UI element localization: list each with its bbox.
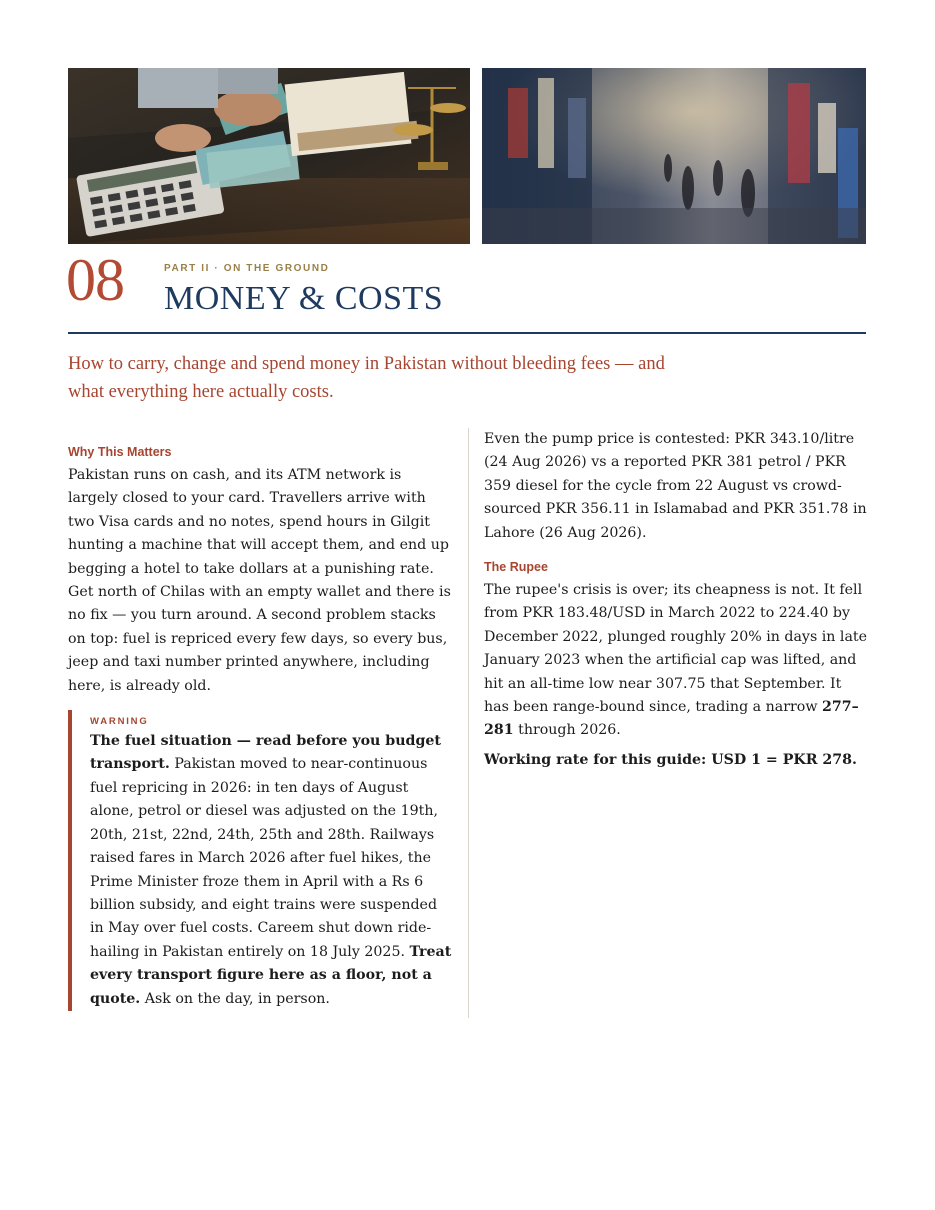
hero-image-strip: [68, 68, 866, 244]
warning-text: [90, 730, 452, 1011]
chapter-number: 08: [66, 247, 124, 313]
rupee-body-end: through 2026.: [513, 722, 621, 739]
warning-tail: Ask on the day, in person.: [140, 990, 330, 1007]
warning-label: WARNING: [90, 716, 149, 728]
chapter-title: MONEY & COSTS: [164, 280, 444, 317]
rupee-body-start: The rupee's crisis is over; its cheapness is not. It fell from PKR 183.48/USD in March 2022 to 224.40 by December 2022, plunged roughly 20% in days in late January 2023 when the artificial cap was lifted, and hit an all-time low near 307.75 that September. It has been range-bound since, trading a narrow: [484, 582, 868, 716]
right-column: [484, 428, 868, 772]
warning-body: Pakistan moved to near-continuous fuel repricing in 2026: in ten days of August alone, petrol or diesel was adjusted on the 19th, 20th, 21st, 22nd, 24th, 25th and 28th. Railways raised fares in March 2026 after fuel hikes, the Prime Minister froze them in April with a Rs 6 billion subsidy, and eight trains were suspended in May over fuel costs. Careem shut down ride-hailing in Pakistan entirely on 18 July 2025.: [90, 756, 438, 960]
warning-callout: [68, 710, 452, 1011]
section-heading-why: Why This Matters: [68, 445, 172, 459]
rupee-paragraph: [484, 579, 868, 743]
header-rule: [68, 332, 866, 334]
warning-lead: The fuel situation — read before you budget transport.: [90, 733, 441, 773]
working-rate: Working rate for this guide: USD 1 = PKR 278.: [484, 751, 857, 768]
column-divider: [468, 428, 469, 1018]
money-counter-photo: [68, 68, 470, 244]
chapter-lede: How to carry, change and spend money in Pakistan without bleeding fees — and what everything here actually costs.: [68, 354, 665, 402]
warning-emphasis: Treat every transport figure here as a floor, not a quote.: [90, 943, 452, 1007]
why-paragraph: Pakistan runs on cash, and its ATM network is largely closed to your card. Travellers arrive with two Visa cards and no notes, spend hours in Gilgit hunting a machine that will accept them, and end up begging a hotel to take dollars at a punishing rate. Get north of Chilas with an empty wallet and there is no fix — you turn around. A second problem stacks on top: fuel is repriced every few days, so every bus, jeep and taxi number printed anywhere, including here, is already old.: [68, 467, 451, 694]
hero-photos: [68, 68, 866, 244]
bazaar-street-photo: [482, 68, 866, 244]
pump-price-paragraph: Even the pump price is contested: PKR 343.10/litre (24 Aug 2026) vs a reported PKR 381 petrol / PKR 359 diesel for the cycle from 22 August vs crowd-sourced PKR 356.11 in Islamabad and PKR 351.78 in Lahore (26 Aug 2026).: [484, 431, 867, 541]
left-column: [68, 428, 452, 1011]
section-heading-rupee: The Rupee: [484, 560, 548, 575]
part-label: PART II · ON THE GROUND: [164, 263, 330, 274]
rupee-range: 277–281: [484, 699, 859, 739]
